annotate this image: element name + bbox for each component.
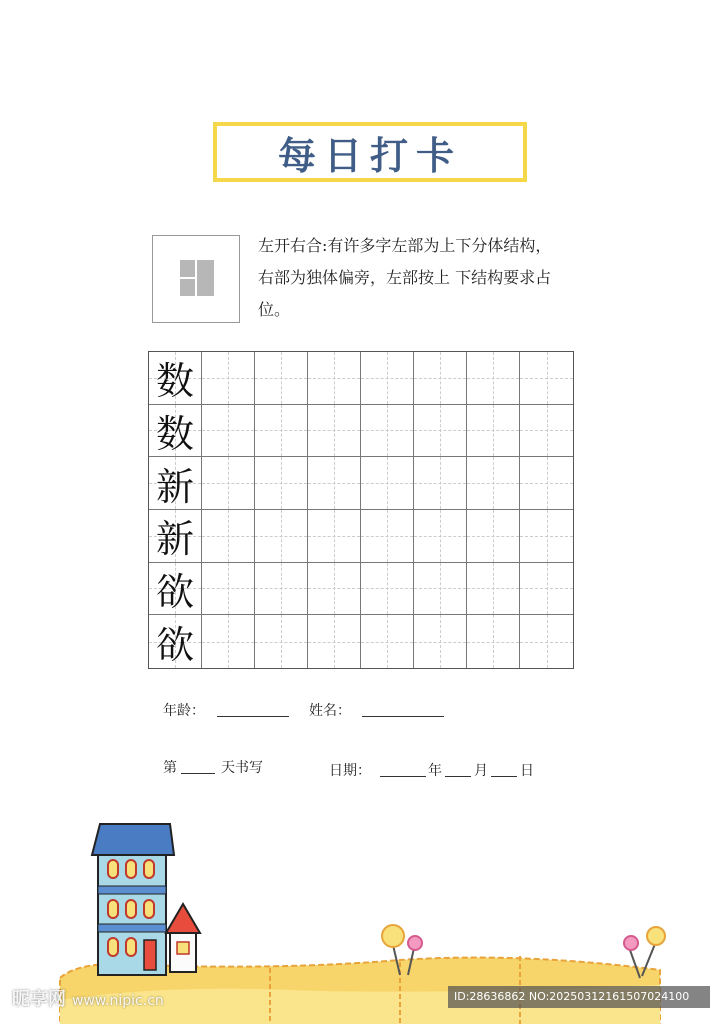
name-label: 姓名： bbox=[309, 703, 351, 719]
practice-cell[interactable] bbox=[467, 615, 520, 668]
date-label: 日期： bbox=[329, 763, 371, 779]
practice-cell[interactable] bbox=[255, 615, 308, 668]
model-character: 数 bbox=[155, 412, 194, 456]
model-char-cell bbox=[149, 563, 202, 616]
practice-cell[interactable] bbox=[361, 563, 414, 616]
practice-cell[interactable] bbox=[520, 457, 573, 510]
practice-cell[interactable] bbox=[467, 510, 520, 563]
name-field[interactable] bbox=[362, 716, 444, 717]
practice-cell[interactable] bbox=[467, 352, 520, 405]
practice-cell[interactable] bbox=[467, 405, 520, 458]
page-title: 每日打卡 bbox=[277, 133, 462, 178]
month-label: 月 bbox=[474, 763, 488, 779]
date-day-field[interactable] bbox=[491, 776, 517, 777]
practice-cell[interactable] bbox=[520, 615, 573, 668]
practice-cell[interactable] bbox=[414, 457, 467, 510]
structure-description: 左开右合:有许多字左部为上下分体结构，右部为独体偏旁，左部按上 下结构要求占位。 bbox=[258, 236, 552, 319]
model-character: 欲 bbox=[155, 623, 194, 668]
practice-cell[interactable] bbox=[308, 563, 361, 616]
practice-cell[interactable] bbox=[202, 563, 255, 616]
practice-cell[interactable] bbox=[414, 352, 467, 405]
age-label: 年龄： bbox=[163, 703, 205, 719]
practice-cell[interactable] bbox=[308, 457, 361, 510]
model-character: 欲 bbox=[155, 570, 194, 614]
day-suffix: 天书写 bbox=[221, 760, 263, 776]
day-prefix: 第 bbox=[163, 760, 177, 776]
practice-cell[interactable] bbox=[414, 405, 467, 458]
model-char-cell bbox=[149, 352, 202, 405]
practice-cell[interactable] bbox=[467, 563, 520, 616]
practice-cell[interactable] bbox=[308, 352, 361, 405]
practice-cell[interactable] bbox=[255, 510, 308, 563]
practice-cell[interactable] bbox=[414, 615, 467, 668]
practice-cell[interactable] bbox=[520, 405, 573, 458]
practice-cell[interactable] bbox=[202, 405, 255, 458]
practice-cell[interactable] bbox=[467, 457, 520, 510]
model-char-cell bbox=[149, 615, 202, 668]
year-label: 年 bbox=[428, 763, 442, 779]
structure-diagram bbox=[152, 235, 240, 323]
practice-cell[interactable] bbox=[308, 405, 361, 458]
practice-cell[interactable] bbox=[202, 510, 255, 563]
practice-cell[interactable] bbox=[361, 457, 414, 510]
practice-cell[interactable] bbox=[414, 510, 467, 563]
model-character: 数 bbox=[155, 359, 194, 404]
practice-cell[interactable] bbox=[202, 457, 255, 510]
watermark-site: 昵享网 bbox=[12, 989, 66, 1010]
model-character: 新 bbox=[155, 517, 194, 562]
practice-cell[interactable] bbox=[255, 457, 308, 510]
practice-cell[interactable] bbox=[308, 510, 361, 563]
practice-cell[interactable] bbox=[361, 405, 414, 458]
practice-cell[interactable] bbox=[414, 563, 467, 616]
model-character: 新 bbox=[155, 464, 194, 509]
day-label: 日 bbox=[520, 763, 534, 779]
practice-cell[interactable] bbox=[361, 352, 414, 405]
watermark-logo bbox=[12, 985, 164, 1011]
practice-cell[interactable] bbox=[255, 563, 308, 616]
practice-cell[interactable] bbox=[520, 563, 573, 616]
day-number-field[interactable] bbox=[181, 773, 215, 774]
practice-cell[interactable] bbox=[520, 510, 573, 563]
practice-cell[interactable] bbox=[202, 615, 255, 668]
model-char-cell bbox=[149, 405, 202, 458]
practice-cell[interactable] bbox=[361, 510, 414, 563]
practice-cell[interactable] bbox=[520, 352, 573, 405]
watermark-id: ID:28636862 NO:20250312161507024100 bbox=[448, 986, 710, 1008]
left-right-structure-icon bbox=[153, 236, 239, 322]
practice-cell[interactable] bbox=[255, 405, 308, 458]
title-banner bbox=[213, 122, 527, 182]
watermark-url: www.nipic.cn bbox=[72, 993, 164, 1009]
practice-grid bbox=[148, 351, 574, 669]
model-char-cell bbox=[149, 457, 202, 510]
practice-cell[interactable] bbox=[361, 615, 414, 668]
model-char-cell bbox=[149, 510, 202, 563]
age-field[interactable] bbox=[217, 716, 289, 717]
practice-cell[interactable] bbox=[308, 615, 361, 668]
date-year-field[interactable] bbox=[380, 776, 426, 777]
practice-cell[interactable] bbox=[202, 352, 255, 405]
practice-cell[interactable] bbox=[255, 352, 308, 405]
date-month-field[interactable] bbox=[445, 776, 471, 777]
